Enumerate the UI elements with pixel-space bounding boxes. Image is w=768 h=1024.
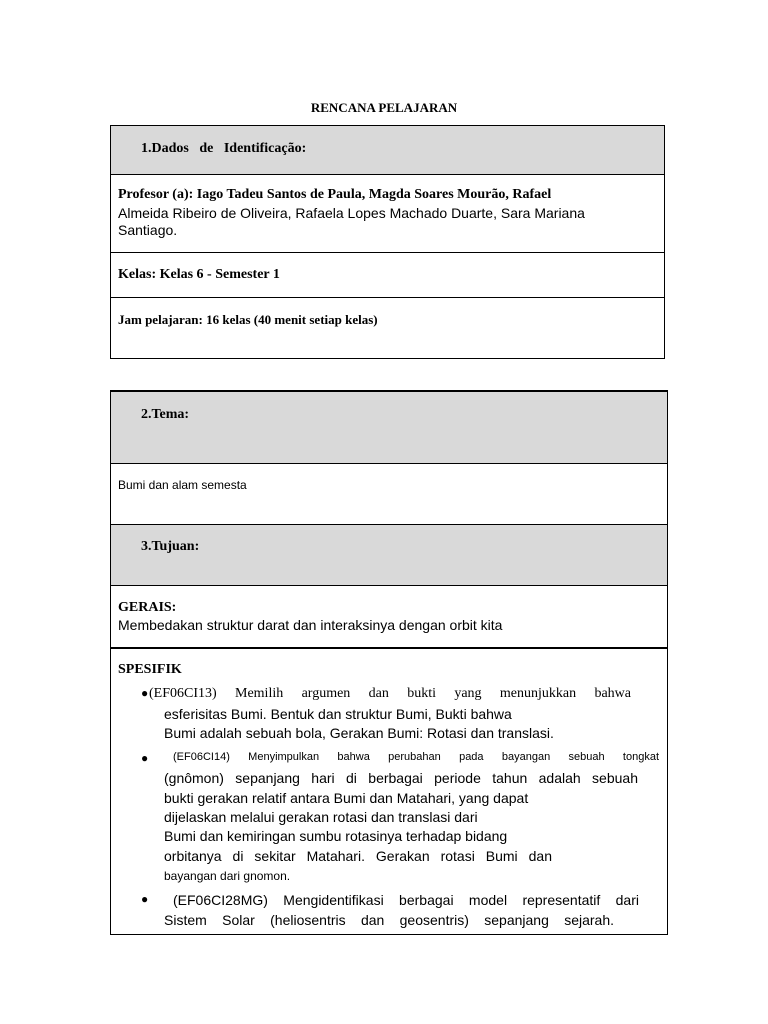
specific-item-3-line-1: (EF06CI28MG) Mengidentifikasi berbagai model representatif dari bbox=[173, 892, 639, 908]
specific-item-2-line-2: (gnômon) sepanjang hari di berbagai periode tahun adalah sebuah bbox=[164, 770, 638, 786]
specific-item-2-line-1: (EF06CI14) Menyimpulkan bahwa perubahan pada bayangan sebuah tongkat bbox=[173, 751, 659, 763]
bullet-icon: ● bbox=[141, 892, 149, 906]
class-row bbox=[111, 252, 664, 297]
objectives-heading-row bbox=[111, 524, 667, 585]
teacher-row bbox=[111, 174, 664, 252]
specific-item-2-line-3: bukti gerakan relatif antara Bumi dan Matahari, yang dapat bbox=[164, 790, 529, 806]
specific-item-2-line-5: Bumi dan kemiringan sumbu rotasinya terhadap bidang bbox=[164, 828, 508, 844]
bullet-icon: ● bbox=[141, 751, 149, 765]
teacher-line-2: Almeida Ribeiro de Oliveira, Rafaela Lopes Machado Duarte, Sara Mariana bbox=[118, 205, 585, 221]
specific-item-1-line-2: esferisitas Bumi. Bentuk dan struktur Bumi, Bukti bahwa bbox=[164, 706, 512, 722]
general-row bbox=[111, 585, 667, 647]
hours-row bbox=[111, 297, 664, 359]
theme-heading-row bbox=[111, 392, 667, 463]
identification-heading: 1.Dados de Identificação: bbox=[141, 141, 307, 156]
general-label: GERAIS: bbox=[118, 600, 177, 615]
identification-heading-row bbox=[111, 126, 664, 174]
theme-value-row bbox=[111, 463, 667, 524]
teacher-line-3: Santiago. bbox=[118, 222, 178, 238]
specific-item-1-line-1: (EF06CI13) Memilih argumen dan bukti yang menunjukkan bahwa bbox=[149, 686, 631, 701]
document-title: RENCANA PELAJARAN bbox=[310, 100, 458, 115]
theme-value: Bumi dan alam semesta bbox=[118, 478, 247, 492]
identification-table bbox=[110, 125, 665, 359]
specific-row bbox=[111, 647, 667, 935]
specific-label: SPESIFIK bbox=[118, 662, 182, 677]
specific-item-2-line-4: dijelaskan melalui gerakan rotasi dan translasi dari bbox=[164, 809, 478, 825]
theme-objectives-table bbox=[110, 390, 668, 935]
objectives-heading: 3.Tujuan: bbox=[141, 539, 200, 554]
teacher-line-1: Profesor (a): Iago Tadeu Santos de Paula, Magda Soares Mourão, Rafael bbox=[118, 187, 552, 202]
specific-item-3-line-2: Sistem Solar (heliosentris dan geosentris) sepanjang sejarah. bbox=[164, 912, 614, 928]
specific-item-2-line-6: orbitanya di sekitar Matahari. Gerakan rotasi Bumi dan bbox=[164, 848, 552, 864]
bullet-icon: ● bbox=[141, 686, 149, 700]
specific-item-1-line-3: Bumi adalah sebuah bola, Gerakan Bumi: Rotasi dan translasi. bbox=[164, 725, 554, 741]
theme-heading: 2.Tema: bbox=[141, 407, 190, 422]
hours-value: Jam pelajaran: 16 kelas (40 menit setiap kelas) bbox=[118, 312, 378, 327]
general-text: Membedakan struktur darat dan interaksinya dengan orbit kita bbox=[118, 617, 503, 633]
specific-item-2-line-7: bayangan dari gnomon. bbox=[164, 869, 291, 883]
class-value: Kelas: Kelas 6 - Semester 1 bbox=[118, 267, 280, 282]
